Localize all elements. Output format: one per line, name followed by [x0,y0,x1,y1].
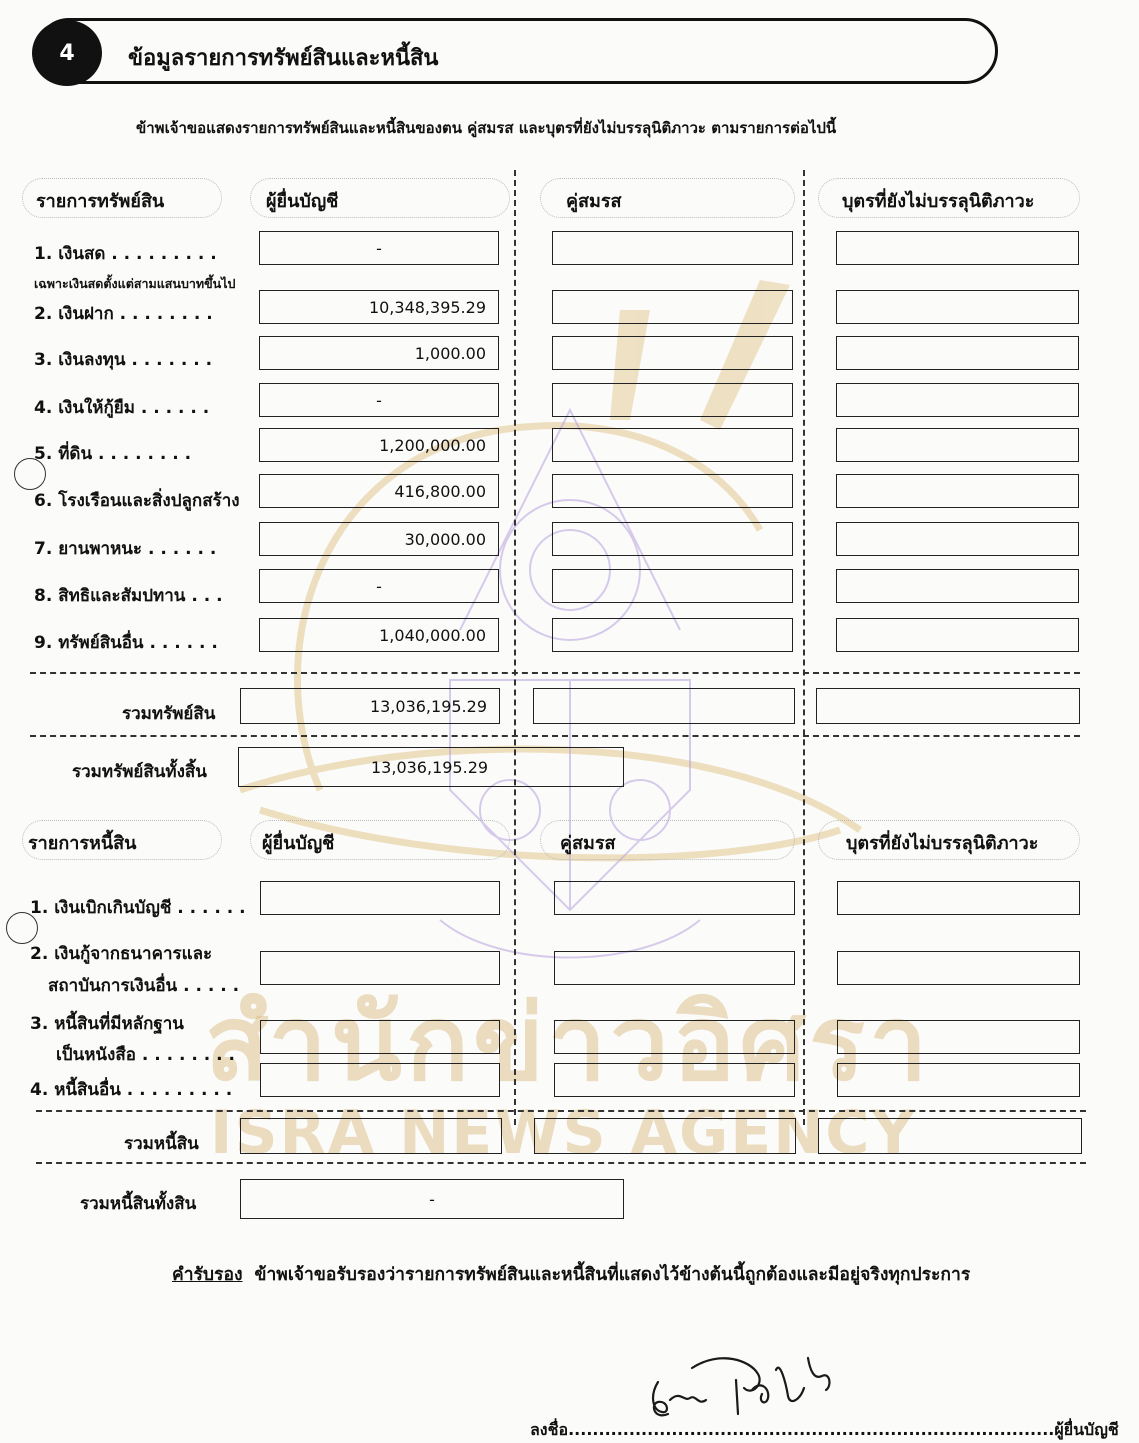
asset-building-spouse [552,474,793,508]
liabilities-col-declarant: ผู้ยื่นบัญชี [262,833,335,854]
signature [640,1340,850,1420]
liability-bank-loan-declarant [260,951,500,985]
asset-rights-spouse [552,569,793,603]
assets-grand-total-label: รวมทรัพย์สินทั้งสิ้น [72,762,207,782]
watermark-thai: สำนักข่าวอิศรา [205,982,932,1104]
certification-label: คำรับรอง [172,1265,243,1285]
assets-col-children: บุตรที่ยังไม่บรรลุนิติภาวะ [842,191,1035,212]
cash-note: เฉพาะเงินสดตั้งแต่สามแสนบาทขึ้นไป [34,276,236,291]
liability-overdraft-declarant [260,881,500,915]
watermark-english: ISRA NEWS AGENCY [210,1098,917,1168]
asset-investment-children [836,336,1079,370]
asset-rights-children [836,569,1079,603]
liabilities-col-children: บุตรที่ยังไม่บรรลุนิติภาวะ [846,833,1039,854]
asset-loan-given-spouse [552,383,793,417]
liability-row-label: 3. หนี้สินที่มีหลักฐาน [30,1014,184,1034]
intro-text: ข้าพเจ้าขอแสดงรายการทรัพย์สินและหนี้สินของตน คู่สมรส และบุตรที่ยังไม่บรรลุนิติภาวะ ตามรายการต่อไปนี้ [136,119,837,137]
asset-cash-children [836,231,1079,265]
asset-row-label: 8. สิทธิและสัมปทาน . . . [34,586,223,606]
liabilities-col-spouse: คู่สมรส [560,833,616,854]
row-separator [36,1162,1086,1164]
asset-rights-declarant: - [259,569,499,603]
liability-overdraft-children [837,881,1080,915]
liabilities-grand-total-label: รวมหนี้สินทั้งสิน [80,1194,197,1214]
assets-total-declarant: 13,036,195.29 [240,688,500,724]
liabilities-grand-total: - [240,1179,624,1219]
signature-dots: ................................................................................ [568,1420,1055,1439]
asset-deposit-declarant: 10,348,395.29 [259,290,499,324]
liabilities-total-declarant [240,1118,502,1154]
liability-row-label: 2. เงินกู้จากธนาคารและ [30,944,213,964]
asset-row-label: 4. เงินให้กู้ยืม . . . . . . [34,398,210,418]
liability-documented-children [837,1020,1080,1054]
section-number: 4 [32,20,102,86]
asset-vehicle-declarant: 30,000.00 [259,522,499,556]
assets-total-children [816,688,1080,724]
liabilities-total-children [818,1118,1082,1154]
asset-row-label: 1. เงินสด . . . . . . . . . [34,244,217,264]
liability-bank-loan-children [837,951,1080,985]
liability-row-label: 4. หนี้สินอื่น . . . . . . . . . [30,1080,233,1100]
liability-row-label-2: สถาบันการเงินอื่น . . . . . [48,976,240,996]
asset-deposit-spouse [552,290,793,324]
liabilities-total-spouse [534,1118,796,1154]
asset-row-label: 9. ทรัพย์สินอื่น . . . . . . [34,633,218,653]
asset-row-label: 7. ยานพาหนะ . . . . . . [34,539,217,559]
liability-other-children [837,1063,1080,1097]
certification-text: ข้าพเจ้าขอรับรองว่ารายการทรัพย์สินและหนี้สินที่แสดงไว้ข้างต้นนี้ถูกต้องและมีอยู่จริงทุกประการ [254,1265,971,1285]
asset-row-label: 6. โรงเรือนและสิ่งปลูกสร้าง [34,491,240,511]
liability-row-label: 1. เงินเบิกเกินบัญชี . . . . . . [30,898,246,918]
asset-loan-given-declarant: - [259,383,499,417]
asset-land-declarant: 1,200,000.00 [259,428,499,462]
asset-investment-spouse [552,336,793,370]
signature-prefix: ลงชื่อ [530,1420,569,1439]
asset-land-children [836,428,1079,462]
punch-hole [14,458,46,490]
row-separator [30,672,1080,674]
liabilities-header: รายการหนี้สิน [28,833,137,854]
asset-vehicle-children [836,522,1079,556]
signature-suffix: ผู้ยื่นบัญชี [1054,1420,1119,1439]
asset-investment-declarant: 1,000.00 [259,336,499,370]
certification [172,1260,970,1288]
assets-grand-total: 13,036,195.29 [238,747,624,787]
asset-other-children [836,618,1079,652]
asset-deposit-children [836,290,1079,324]
column-divider [803,170,805,1125]
liability-overdraft-spouse [554,881,795,915]
section-title: ข้อมูลรายการทรัพย์สินและหนี้สิน [128,46,439,71]
asset-land-spouse [552,428,793,462]
asset-loan-given-children [836,383,1079,417]
row-separator [30,735,1080,737]
asset-row-label: 3. เงินลงทุน . . . . . . . [34,350,213,370]
assets-header: รายการทรัพย์สิน [36,191,165,212]
liability-other-spouse [554,1063,795,1097]
liability-bank-loan-spouse [554,951,795,985]
asset-building-declarant: 416,800.00 [259,474,499,508]
assets-col-spouse: คู่สมรส [566,191,622,212]
liability-row-label-2: เป็นหนังสือ . . . . . . . . [56,1045,235,1065]
assets-col-declarant: ผู้ยื่นบัญชี [266,191,339,212]
assets-total-label: รวมทรัพย์สิน [122,704,216,724]
asset-cash-declarant: - [259,231,499,265]
column-divider [514,170,516,1125]
asset-building-children [836,474,1079,508]
signature-line [530,1418,1119,1443]
assets-total-spouse [533,688,795,724]
liability-other-declarant [260,1063,500,1097]
asset-cash-spouse [552,231,793,265]
asset-other-declarant: 1,040,000.00 [259,618,499,652]
row-separator [36,1110,1086,1112]
asset-vehicle-spouse [552,522,793,556]
liabilities-total-label: รวมหนี้สิน [124,1134,199,1154]
asset-row-label: 5. ที่ดิน . . . . . . . . [34,444,192,464]
asset-other-spouse [552,618,793,652]
asset-row-label: 2. เงินฝาก . . . . . . . . [34,304,213,324]
liability-documented-spouse [554,1020,795,1054]
liability-documented-declarant [260,1020,500,1054]
